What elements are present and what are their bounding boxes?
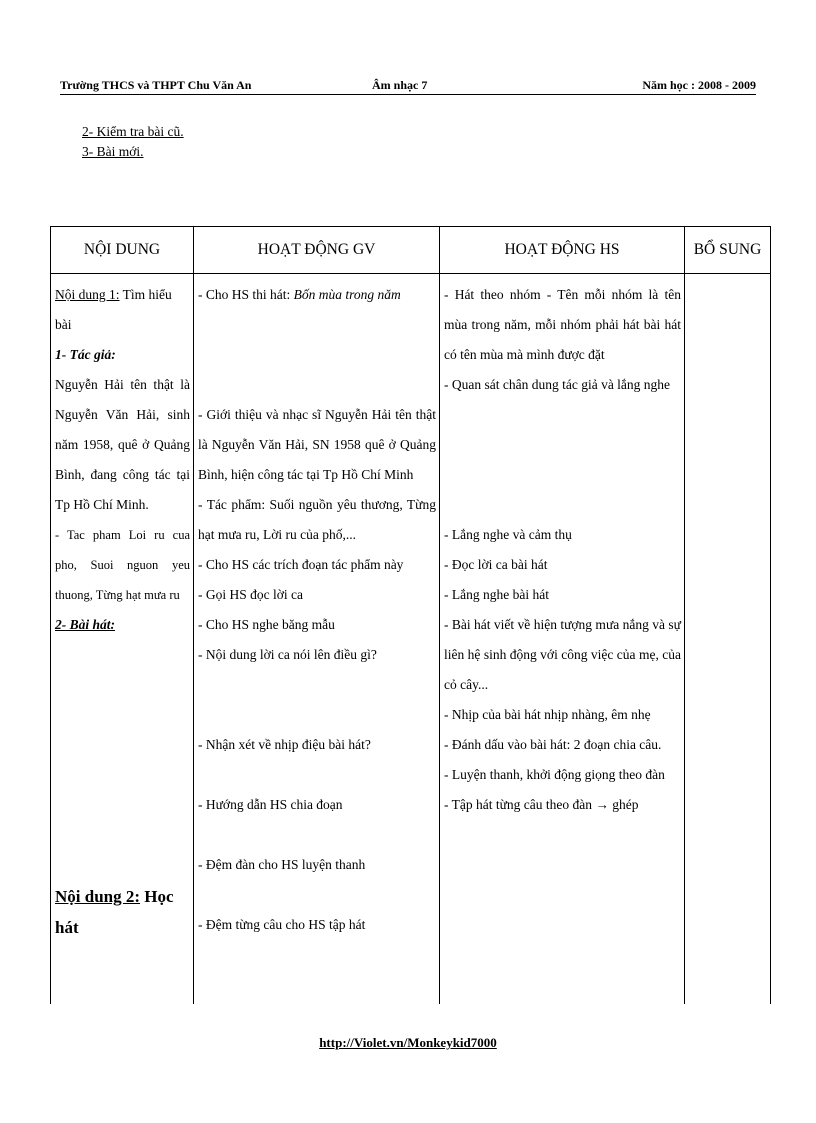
supplement-column — [685, 274, 771, 1005]
header-noi-dung: NỘI DUNG — [51, 227, 194, 274]
content-2-label: Nội dung 2: — [55, 887, 141, 906]
hs-activity-2: - Quan sát chân dung tác giả và lắng nghe — [444, 377, 671, 392]
content-2-text: Học hát — [55, 887, 174, 937]
song-title: Bốn mùa trong năm — [293, 287, 401, 302]
school-name: Trường THCS và THPT Chu Văn An — [60, 78, 252, 92]
footer-link[interactable]: http://Violet.vn/Monkeykid7000 — [319, 1035, 497, 1050]
content-1-text: Tìm hiểu bài — [55, 287, 172, 332]
gv-activity-4: - Cho HS các trích đoạn tác phẩm này — [198, 557, 404, 572]
author-heading: 1- Tác giả: — [55, 347, 116, 362]
student-activity-column — [440, 274, 685, 1005]
school-year: Năm học : 2008 - 2009 — [642, 78, 756, 92]
hs-activity-11: - Tập hát từng câu theo đàn → ghép — [444, 797, 639, 812]
hs-activity-6: - Lắng nghe bài hát — [444, 587, 549, 602]
gv-activity-8: - Nhận xét về nhịp điệu bài hát? — [198, 737, 371, 752]
header-hoat-dong-gv: HOẠT ĐỘNG GV — [194, 227, 440, 274]
author-bio: Nguyễn Hải tên thật là Nguyễn Văn Hải, sinh năm 1958, quê ở Quảng Bình, đang công tác tại Tp Hồ Chí Minh. — [55, 377, 190, 512]
works-list: - Tac pham Loi ru cua pho, Suoi nguon yeu thuong, Từng hạt mưa ru — [55, 528, 190, 602]
content-1-heading — [55, 280, 190, 340]
gv-activity-9: - Hướng dẫn HS chia đoạn — [198, 797, 343, 812]
hs-activity-5: - Đọc lời ca bài hát — [444, 557, 548, 572]
intro-section — [82, 122, 184, 162]
hs-activity-8: - Nhịp của bài hát nhịp nhàng, êm nhẹ — [444, 707, 651, 722]
gv-activity-7: - Nội dung lời ca nói lên điều gì? — [198, 647, 377, 662]
lesson-table — [50, 226, 771, 1004]
page-footer — [0, 1035, 816, 1051]
teacher-activity-column — [194, 274, 440, 1005]
hs-activity-1: - Hát theo nhóm - Tên mỗi nhóm là tên mùa trong năm, mỗi nhóm phải hát bài hát có tên mùa mà mình được đặt — [444, 287, 681, 362]
song-heading: 2- Bài hát: — [55, 617, 116, 632]
hs-activity-9: - Đánh dấu vào bài hát: 2 đoạn chia câu. — [444, 737, 662, 752]
gv-activity-1: - Cho HS thi hát: Bốn mùa trong năm — [198, 287, 401, 302]
gv-activity-6: - Cho HS nghe băng mẫu — [198, 617, 335, 632]
intro-item-new-lesson: 3- Bài mới. — [82, 144, 144, 159]
gv-activity-10: - Đệm đàn cho HS luyện thanh — [198, 857, 366, 872]
table-body-row — [51, 274, 771, 1005]
gv-activity-11: - Đệm từng câu cho HS tập hát — [198, 917, 366, 932]
content-column — [51, 274, 194, 1005]
subject-name: Âm nhạc 7 — [372, 78, 428, 92]
hs-activity-7: - Bài hát viết về hiện tượng mưa nắng và sự liên hệ sinh động với công việc của mẹ, của cỏ cây... — [444, 617, 681, 692]
intro-item-check-old-lesson: 2- Kiểm tra bài cũ. — [82, 124, 184, 139]
hs-activity-10: - Luyện thanh, khởi động giọng theo đàn — [444, 767, 665, 782]
content-2-heading — [55, 882, 190, 944]
content-1-label: Nội dung 1: — [55, 287, 120, 302]
table-header-row — [51, 227, 771, 274]
page-header — [60, 76, 756, 95]
header-bo-sung: BỔ SUNG — [685, 227, 771, 274]
hs-activity-4: - Lắng nghe và cảm thụ — [444, 527, 572, 542]
gv-activity-2: - Giới thiệu và nhạc sĩ Nguyễn Hải tên thật là Nguyễn Văn Hải, SN 1958 quê ở Quảng Bình, hiện công tác tại Tp Hồ Chí Minh — [198, 407, 436, 482]
header-hoat-dong-hs: HOẠT ĐỘNG HS — [440, 227, 685, 274]
gv-activity-3: - Tác phẩm: Suối nguồn yêu thương, Từng hạt mưa ru, Lời ru của phố,... — [198, 497, 436, 542]
gv-activity-5: - Gọi HS đọc lời ca — [198, 587, 303, 602]
